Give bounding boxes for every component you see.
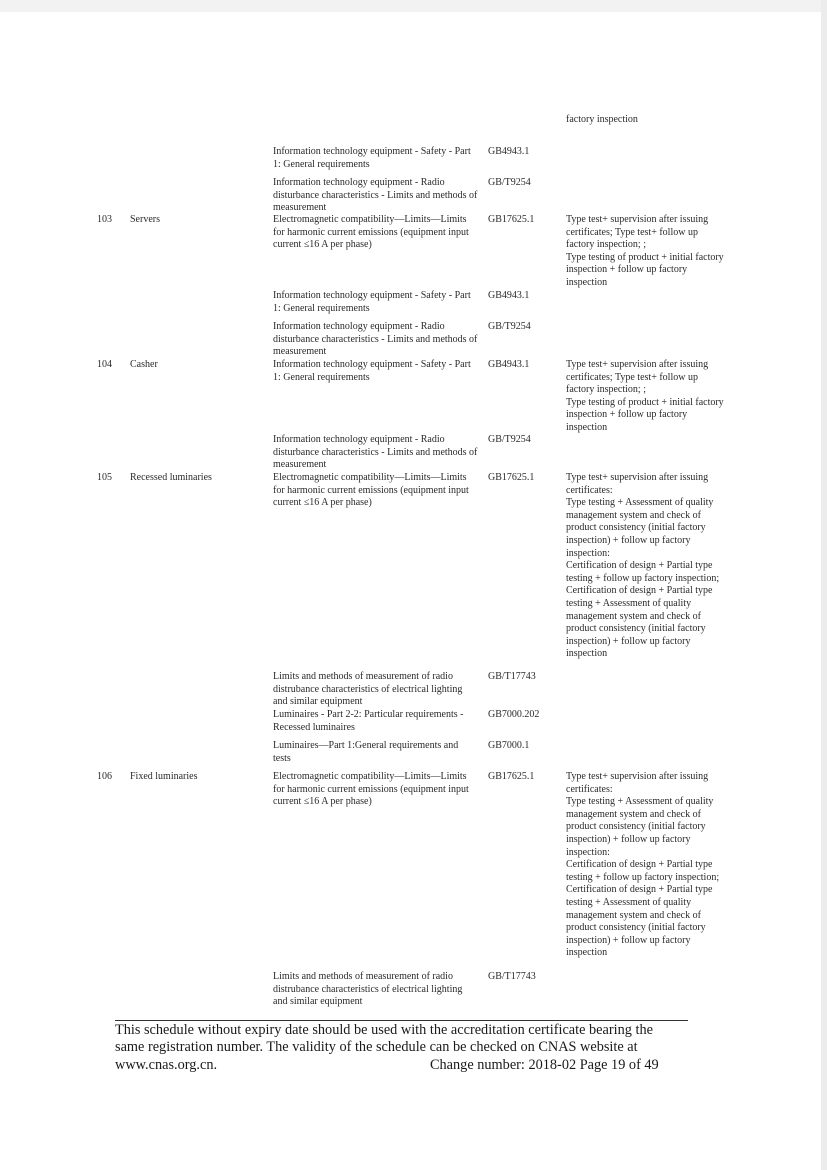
standard-name: Electromagnetic compatibility—Limits—Limits for harmonic current emissions (equipment input current ≤16 A per phase) (273, 214, 469, 251)
standard-name: Luminaires - Part 2-2: Particular requirements - Recessed luminaires (273, 709, 464, 733)
scan-right-edge (821, 0, 827, 1170)
standard-name: Information technology equipment - Radio disturbance characteristics - Limits and methods of measurement (273, 321, 478, 358)
standard-code: GB/T17743 (488, 671, 536, 682)
product-name: Fixed luminaries (130, 771, 198, 782)
row-number: 103 (97, 214, 112, 225)
product-name: Casher (130, 359, 158, 370)
footer-change-number: Change number: 2018-02 Page 19 of 49 (430, 1057, 659, 1073)
standard-code: GB17625.1 (488, 214, 535, 225)
row-number: 105 (97, 472, 112, 483)
standard-code: GB7000.1 (488, 740, 530, 751)
product-name: Servers (130, 214, 160, 225)
top-carryover-text: factory inspection (566, 114, 638, 125)
footer-line-1: This schedule without expiry date should be used with the accreditation certificate bearing the (115, 1022, 653, 1038)
row-number: 106 (97, 771, 112, 782)
standard-code: GB17625.1 (488, 472, 535, 483)
standard-name: Information technology equipment - Radio disturbance characteristics - Limits and methods of measurement (273, 434, 478, 471)
certification-mode: Type test+ supervision after issuing certificates; Type test+ follow up factory inspection; ; Type testing of product + initial factory inspection + follow up factory inspection (566, 359, 724, 433)
standard-name: Electromagnetic compatibility—Limits—Limits for harmonic current emissions (equipment input current ≤16 A per phase) (273, 472, 469, 509)
standard-code: GB4943.1 (488, 359, 530, 370)
standard-code: GB4943.1 (488, 146, 530, 157)
standard-code: GB/T9254 (488, 177, 531, 188)
standard-name: Limits and methods of measurement of radio distrubance characteristics of electrical lighting and similar equipment (273, 971, 463, 1008)
standard-code: GB17625.1 (488, 771, 535, 782)
standard-name: Luminaires—Part 1:General requirements and tests (273, 740, 459, 764)
footer-line-2: same registration number. The validity of the schedule can be checked on CNAS website at (115, 1039, 638, 1055)
footer-website: www.cnas.org.cn. (115, 1057, 218, 1073)
standard-code: GB/T17743 (488, 971, 536, 982)
standard-code: GB7000.202 (488, 709, 540, 720)
standard-code: GB/T9254 (488, 434, 531, 445)
standard-code: GB4943.1 (488, 290, 530, 301)
standard-name: Information technology equipment - Radio disturbance characteristics - Limits and methods of measurement (273, 177, 478, 214)
standard-name: Information technology equipment - Safety - Part 1: General requirements (273, 290, 471, 314)
row-number: 104 (97, 359, 112, 370)
certification-mode: Type test+ supervision after issuing certificates; Type test+ follow up factory inspection; ; Type testing of product + initial factory inspection + follow up factory inspection (566, 214, 724, 288)
certification-mode: Type test+ supervision after issuing certificates: Type testing + Assessment of quality management system and check of product consistency (initial factory inspection) + follow up factory inspection: Certification of design + Partial type testing + follow up factory inspection; Certification of design + Partial type testing + Assessment of quality management system and check of product consistency (initial factory inspection) + follow up factory inspection (566, 472, 720, 660)
scan-top-edge (0, 0, 827, 12)
product-name: Recessed luminaries (130, 472, 212, 483)
standard-code: GB/T9254 (488, 321, 531, 332)
certification-mode: Type test+ supervision after issuing certificates: Type testing + Assessment of quality management system and check of product consistency (initial factory inspection) + follow up factory inspection: Certification of design + Partial type testing + follow up factory inspection; Certification of design + Partial type testing + Assessment of quality management system and check of product consistency (initial factory inspection) + follow up factory inspection (566, 771, 720, 959)
standard-name: Information technology equipment - Safety - Part 1: General requirements (273, 146, 471, 170)
standard-name: Electromagnetic compatibility—Limits—Limits for harmonic current emissions (equipment input current ≤16 A per phase) (273, 771, 469, 808)
standard-name: Limits and methods of measurement of radio distrubance characteristics of electrical lighting and similar equipment (273, 671, 463, 708)
standard-name: Information technology equipment - Safety - Part 1: General requirements (273, 359, 471, 383)
